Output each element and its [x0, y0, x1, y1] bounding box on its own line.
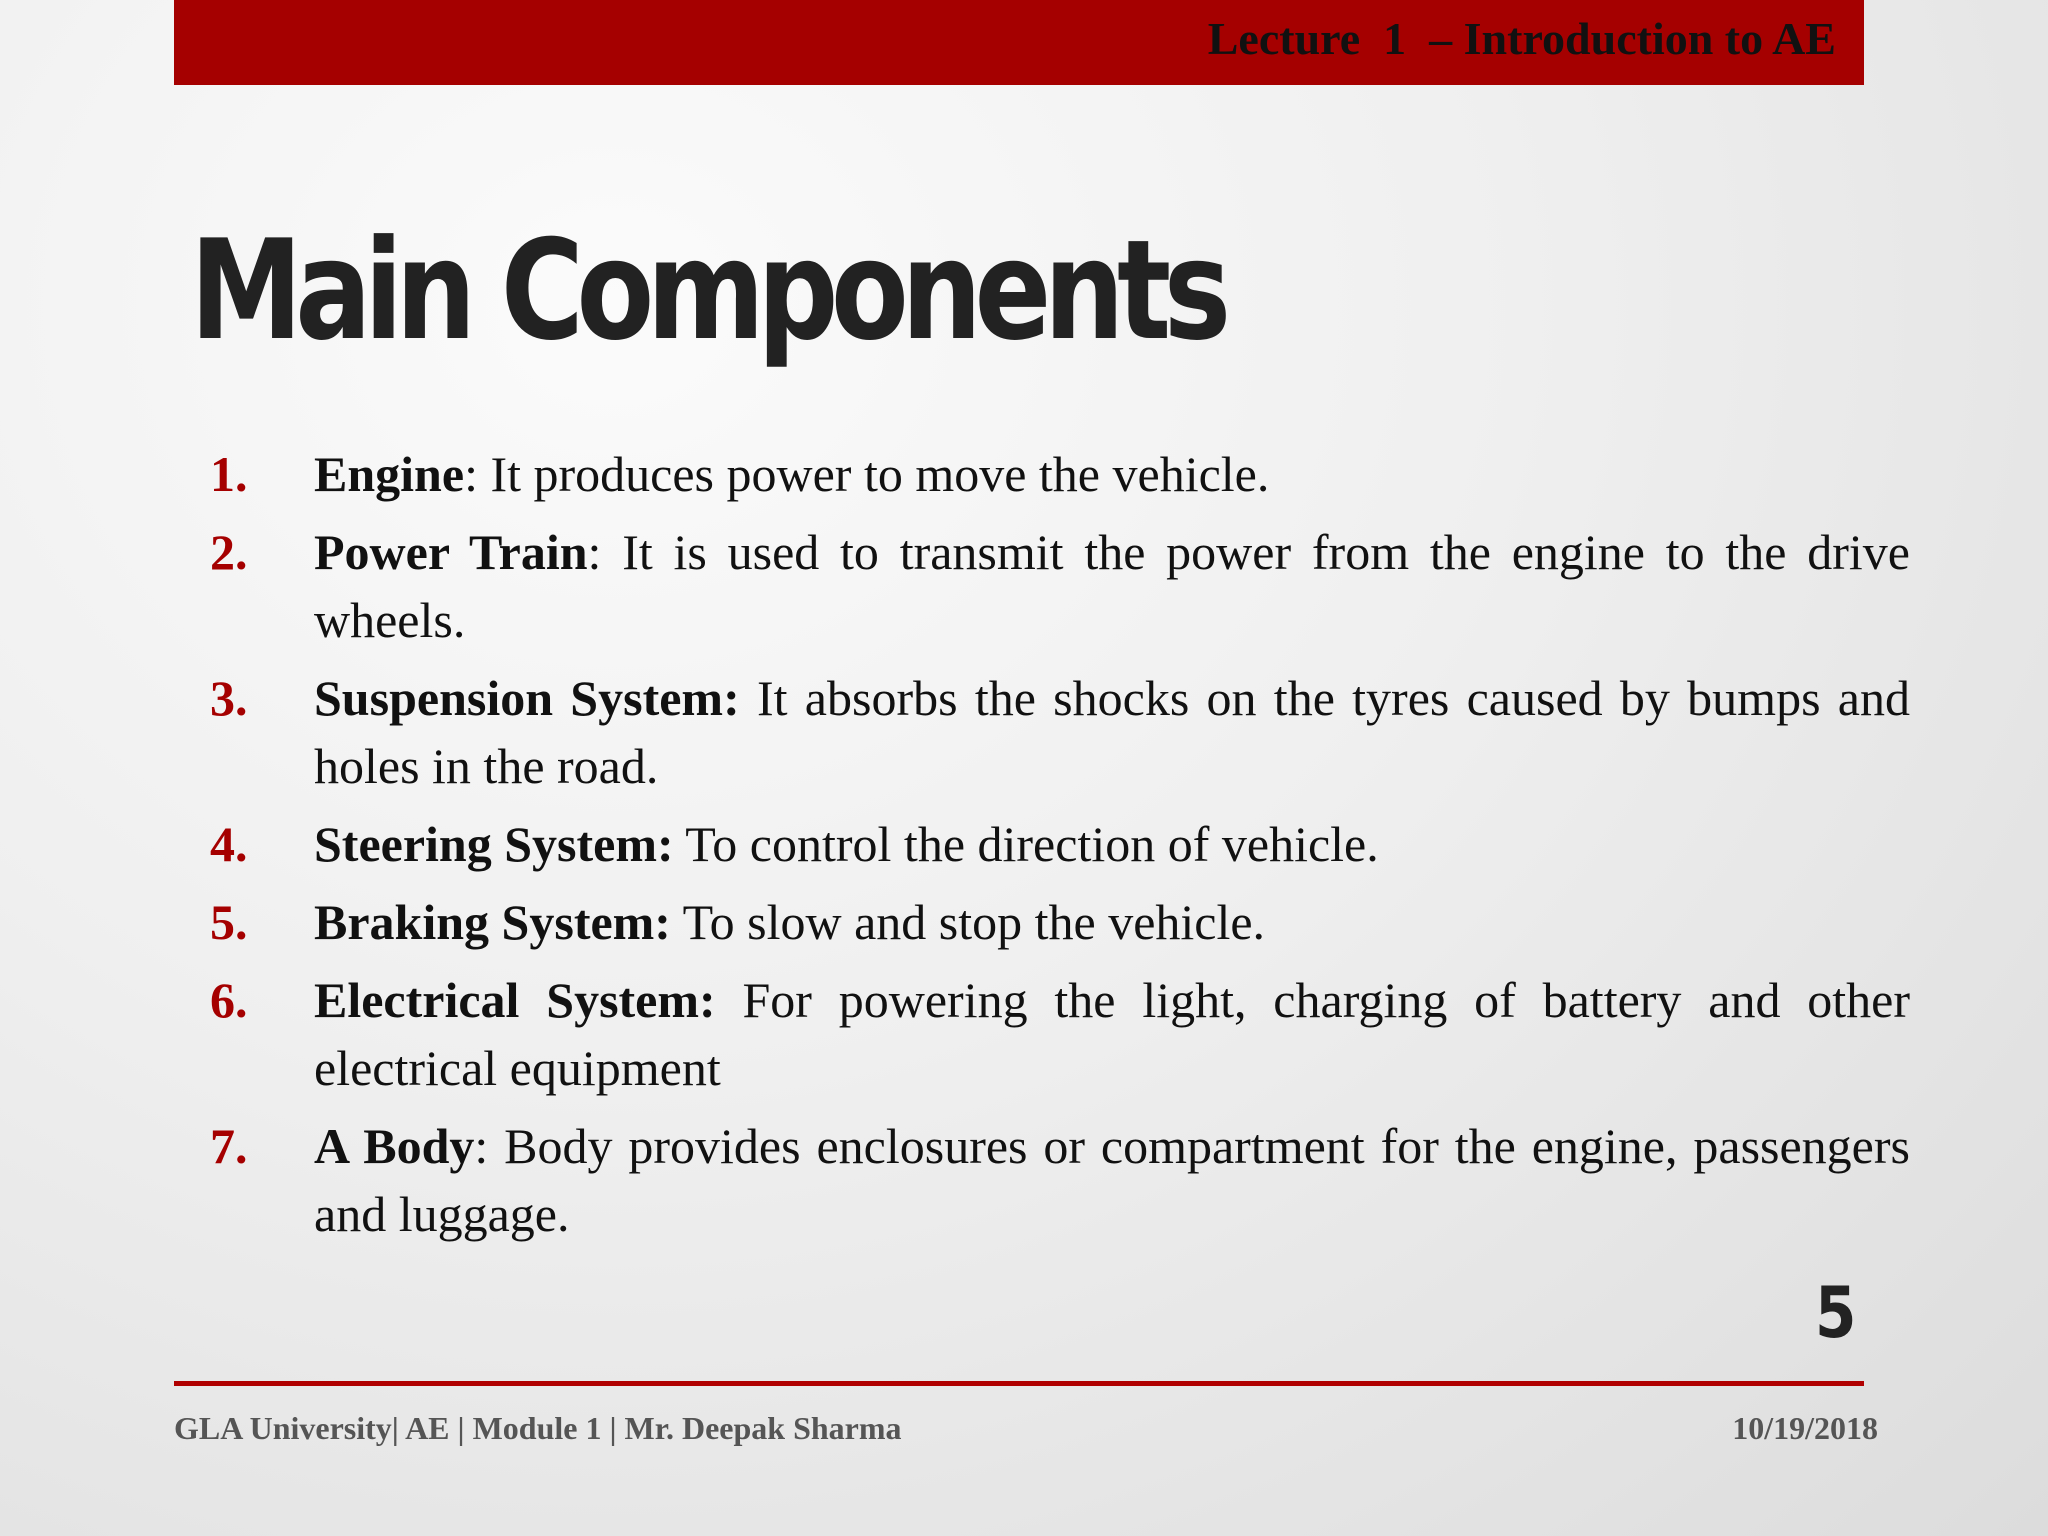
- list-item-number: 6.: [210, 972, 248, 1028]
- list-item-body: [314, 1112, 1910, 1248]
- list-item-term: Suspension System:: [314, 670, 740, 726]
- list-item-body: [314, 664, 1910, 800]
- list-item-number: 2.: [210, 524, 248, 580]
- list-item-term: Power Train: [314, 524, 588, 580]
- list-item-description: For powering the light, charging of battery and other electrical equipment: [314, 972, 1910, 1096]
- list-item-braking-system: [210, 888, 1910, 956]
- list-item-number: 4.: [210, 816, 248, 872]
- list-item-number: 5.: [210, 894, 248, 950]
- components-list: [210, 440, 1910, 1258]
- list-item-body: [314, 440, 1910, 508]
- footer-credits: GLA University| AE | Module 1 | Mr. Deepak Sharma: [174, 1410, 902, 1446]
- list-item-description: It absorbs the shocks on the tyres caused by bumps and holes in the road.: [314, 670, 1910, 794]
- list-item-term: Engine: [314, 446, 465, 502]
- list-item-term: A Body: [314, 1118, 475, 1174]
- list-item-body: [314, 888, 1910, 956]
- page-number: 5: [1815, 1272, 1857, 1354]
- list-item-description: : It is used to transmit the power from the engine to the drive wheels.: [314, 524, 1910, 648]
- list-item-description: To slow and stop the vehicle.: [670, 894, 1266, 950]
- list-item-term: Braking System:: [314, 894, 671, 950]
- list-item-electrical-system: [210, 966, 1910, 1102]
- list-item-description: : Body provides enclosures or compartment for the engine, passengers and luggage.: [314, 1118, 1910, 1242]
- list-item-number: 1.: [210, 446, 248, 502]
- list-item-description: : It produces power to move the vehicle.: [464, 446, 1270, 502]
- list-item-description: To control the direction of vehicle.: [673, 816, 1379, 872]
- list-item-number: 7.: [210, 1118, 248, 1174]
- header-bar: [174, 0, 1864, 85]
- slide-title: Main Components: [190, 210, 1224, 371]
- list-item-body-component: [210, 1112, 1910, 1248]
- list-item-power-train: [210, 518, 1910, 654]
- lecture-title: Lecture 1 – Introduction to AE: [1207, 13, 1836, 64]
- list-item-term: Steering System:: [314, 816, 674, 872]
- list-item-body: [314, 518, 1910, 654]
- footer-divider: [174, 1381, 1864, 1386]
- footer-date: 10/19/2018: [1732, 1410, 1878, 1446]
- list-item-body: [314, 966, 1910, 1102]
- list-item-suspension-system: [210, 664, 1910, 800]
- list-item-engine: [210, 440, 1910, 508]
- list-item-term: Electrical System:: [314, 972, 716, 1028]
- list-item-steering-system: [210, 810, 1910, 878]
- list-item-number: 3.: [210, 670, 248, 726]
- list-item-body: [314, 810, 1910, 878]
